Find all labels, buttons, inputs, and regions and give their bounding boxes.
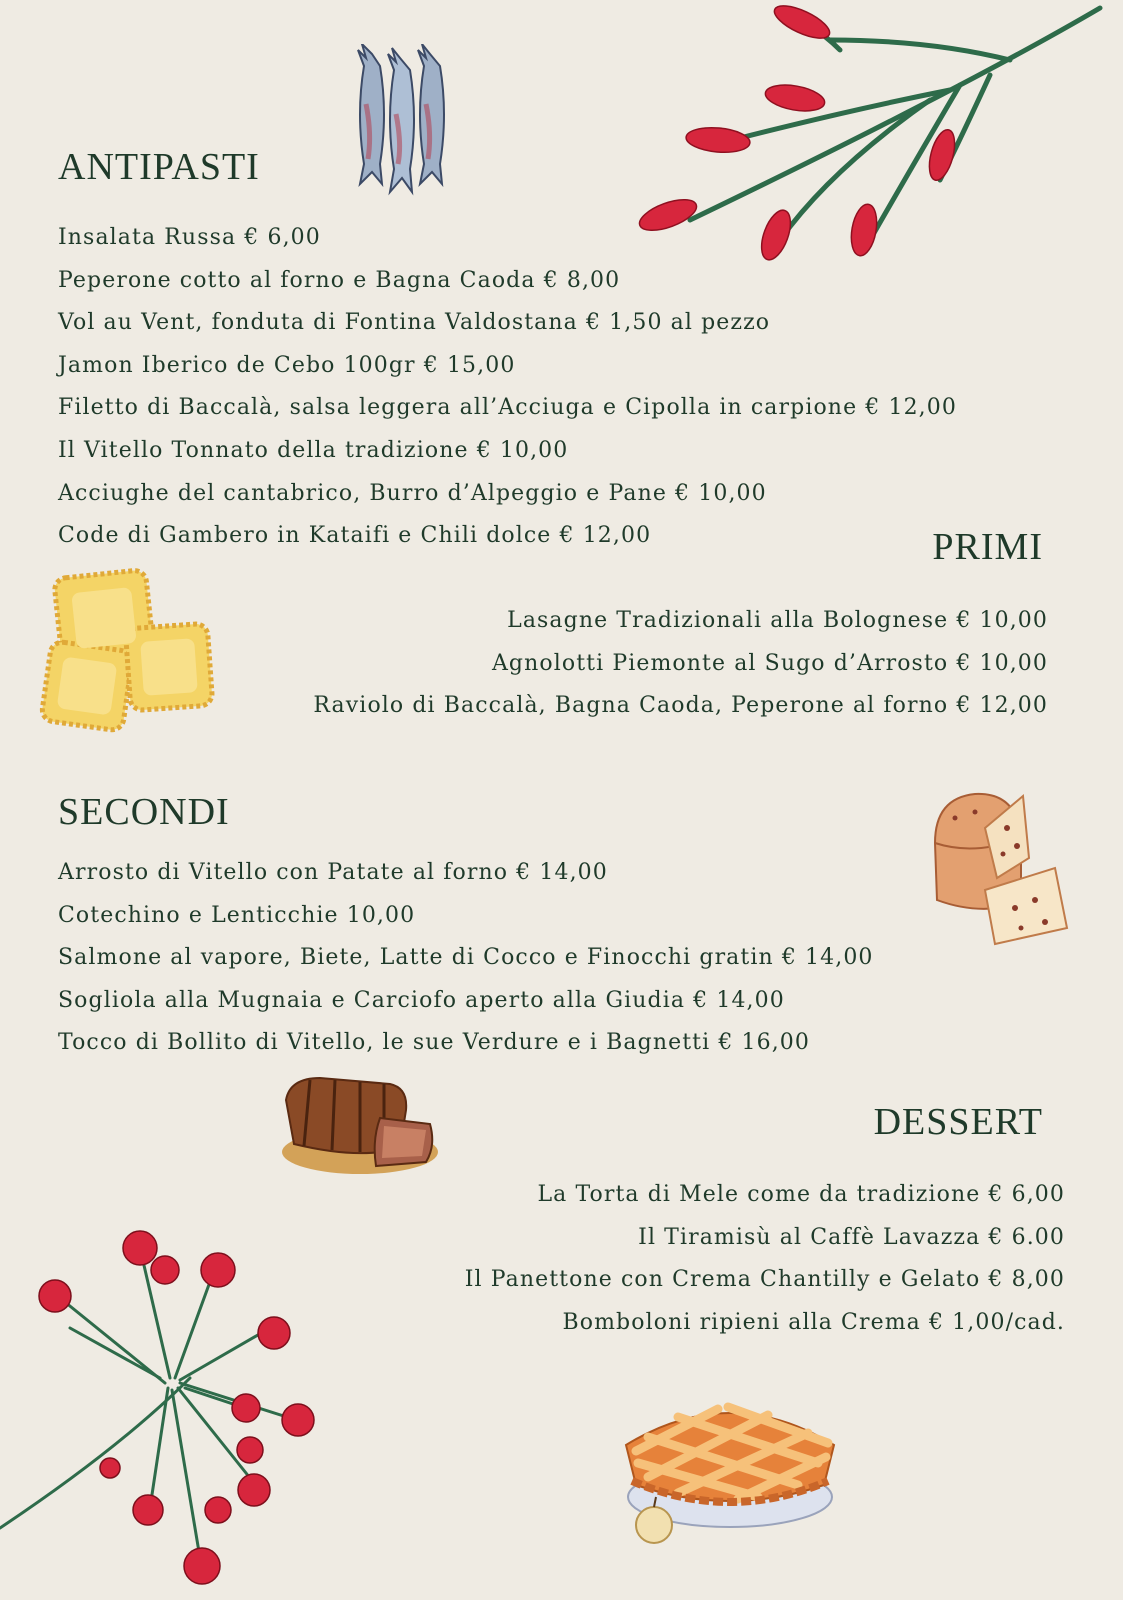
dessert-list (465, 1174, 1065, 1344)
panettone-illustration (925, 788, 1075, 948)
menu-item: Cotechino e Lenticchie 10,00 (58, 902, 416, 928)
section-title-antipasti: ANTIPASTI (58, 146, 260, 188)
menu-item: Salmone al vapore, Biete, Latte di Cocco e Finocchi gratin € 14,00 (58, 945, 874, 971)
menu-item: Tocco di Bollito di Vitello, le sue Verdure e i Bagnetti € 16,00 (58, 1030, 811, 1056)
menu-item: Filetto di Baccalà, salsa leggera all’Acciuga e Cipolla in carpione € 12,00 (58, 395, 957, 421)
menu-item: Bomboloni ripieni alla Crema € 1,00/cad. (562, 1309, 1065, 1335)
primi-list (313, 600, 1048, 728)
menu-item: Code di Gambero in Kataifi e Chili dolce € 12,00 (58, 523, 652, 549)
menu-item: Sogliola alla Mugnaia e Carciofo aperto alla Giudia € 14,00 (58, 987, 785, 1013)
menu-item: Jamon Iberico de Cebo 100gr € 15,00 (58, 352, 516, 378)
menu-item: Insalata Russa € 6,00 (58, 225, 321, 250)
menu-item: Arrosto di Vitello con Patate al forno € 14,00 (58, 860, 608, 885)
menu-item: Acciughe del cantabrico, Burro d’Alpeggio e Pane € 10,00 (58, 480, 767, 506)
section-title-dessert: DESSERT (873, 1101, 1043, 1143)
menu-item: Il Vitello Tonnato della tradizione € 10,00 (58, 437, 569, 463)
section-title-primi: PRIMI (932, 526, 1043, 568)
menu-item: La Torta di Mele come da tradizione € 6,00 (537, 1182, 1065, 1207)
menu-item: Raviolo di Baccalà, Bagna Caoda, Peperone al forno € 12,00 (313, 693, 1048, 719)
ravioli-illustration (38, 568, 218, 733)
menu-item: Il Panettone con Crema Chantilly e Gelato € 8,00 (464, 1267, 1065, 1293)
menu-item: Il Tiramisù al Caffè Lavazza € 6.00 (638, 1224, 1065, 1250)
section-title-secondi: SECONDI (58, 791, 230, 833)
red-berries-branch-illustration (0, 1228, 330, 1600)
menu-item: Agnolotti Piemonte al Sugo d’Arrosto € 10,00 (491, 650, 1048, 676)
menu-item: Vol au Vent, fonduta di Fontina Valdostana € 1,50 al pezzo (58, 310, 771, 336)
menu-item: Lasagne Tradizionali alla Bolognese € 10,00 (507, 608, 1048, 633)
sardine-icon (358, 44, 384, 184)
roast-meat-illustration (280, 1070, 440, 1180)
secondi-list (58, 852, 874, 1065)
menu-item: Peperone cotto al forno e Bagna Caoda € 8,00 (58, 267, 621, 293)
sardine-icon (418, 44, 444, 184)
sardine-icon (388, 48, 414, 192)
apple-pie-illustration (618, 1385, 843, 1550)
sardines-illustration (350, 44, 450, 199)
red-flower-branch-illustration (630, 0, 1110, 270)
